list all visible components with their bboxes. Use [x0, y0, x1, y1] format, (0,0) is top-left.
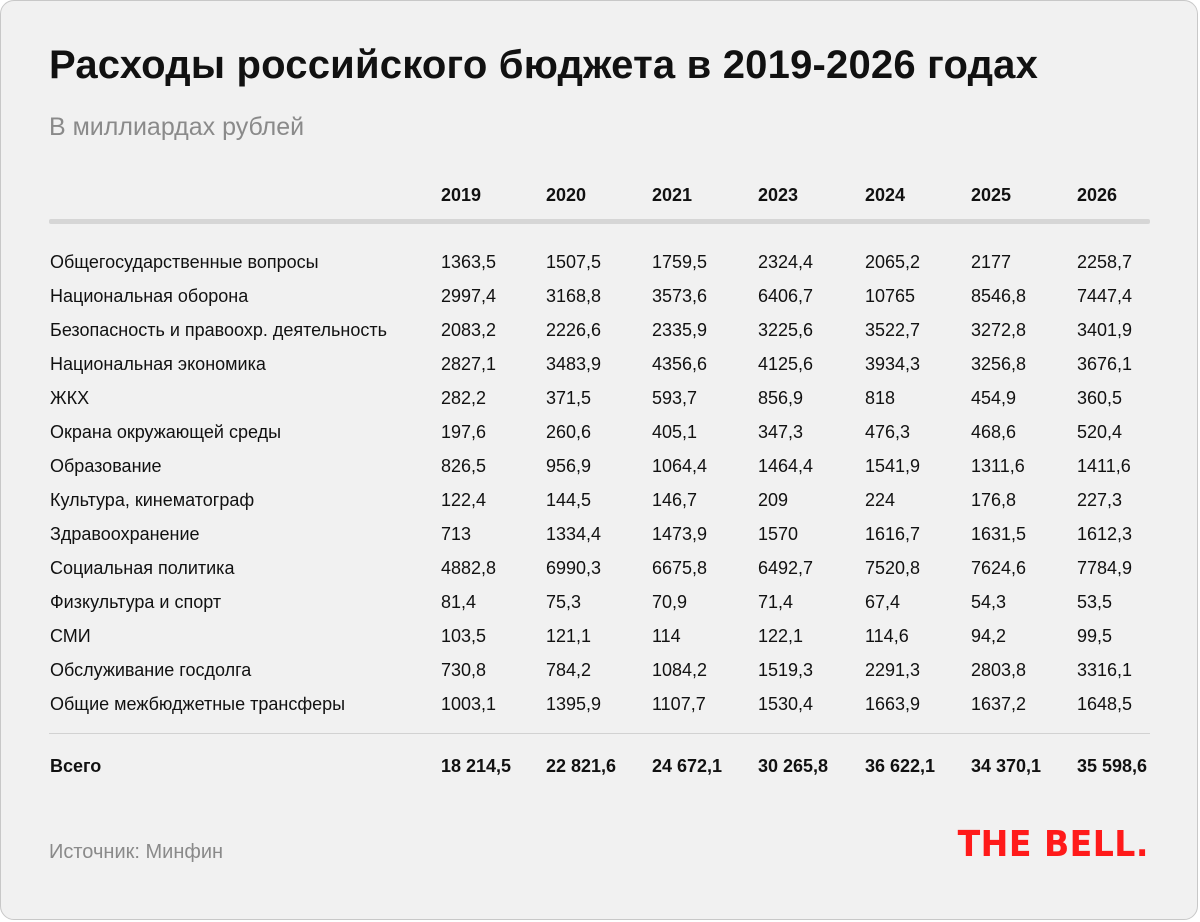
table-cell: 7624,6 — [971, 558, 1027, 578]
table-cell: 1759,5 — [652, 252, 708, 272]
table-cell: 99,5 — [1077, 626, 1113, 646]
table-cell: 593,7 — [652, 388, 698, 408]
table-cell: 1395,9 — [546, 694, 602, 714]
total-cell: 34 370,1 — [971, 756, 1042, 776]
table-cell: 114,6 — [865, 626, 909, 646]
table-cell: 1631,5 — [971, 524, 1027, 544]
row-label: Национальная оборона — [50, 286, 249, 306]
table-cell: 856,9 — [758, 388, 804, 408]
table-cell: 956,9 — [546, 456, 592, 476]
the-bell-logo: THE BELL. — [957, 824, 1149, 865]
table-cell: 4356,6 — [652, 354, 708, 374]
table-cell: 3168,8 — [546, 286, 602, 306]
table-cell: 7784,9 — [1077, 558, 1133, 578]
table-cell: 1541,9 — [865, 456, 921, 476]
table-cell: 476,3 — [865, 422, 911, 442]
table-cell: 3573,6 — [652, 286, 708, 306]
table-cell: 3401,9 — [1077, 320, 1133, 340]
table-cell: 1616,7 — [865, 524, 921, 544]
table-cell: 468,6 — [971, 422, 1017, 442]
table-cell: 2324,4 — [758, 252, 814, 272]
row-label: Физкультура и спорт — [50, 592, 222, 612]
budget-table — [1, 1, 1198, 920]
table-cell: 1464,4 — [758, 456, 814, 476]
table-cell: 1637,2 — [971, 694, 1027, 714]
row-label: Безопасность и правоохр. деятельность — [50, 320, 388, 340]
table-cell: 347,3 — [758, 422, 804, 442]
table-cell: 70,9 — [652, 592, 688, 612]
row-label: Национальная экономика — [50, 354, 266, 374]
row-label: Общегосударственные вопросы — [50, 252, 319, 272]
total-cell: 24 672,1 — [652, 756, 723, 776]
table-cell: 227,3 — [1077, 490, 1123, 510]
table-cell: 260,6 — [546, 422, 592, 442]
table-cell: 1570 — [758, 524, 799, 544]
row-label: Культура, кинематограф — [50, 490, 255, 510]
table-cell: 1084,2 — [652, 660, 708, 680]
table-cell: 2083,2 — [441, 320, 497, 340]
row-label: Социальная политика — [50, 558, 235, 578]
table-cell: 3272,8 — [971, 320, 1027, 340]
table-cell: 2291,3 — [865, 660, 921, 680]
total-row-label: Всего — [50, 756, 102, 776]
total-cell: 35 598,6 — [1077, 756, 1148, 776]
table-cell: 360,5 — [1077, 388, 1123, 408]
table-cell: 3676,1 — [1077, 354, 1133, 374]
table-cell: 3934,3 — [865, 354, 921, 374]
table-cell: 6492,7 — [758, 558, 814, 578]
table-cell: 1530,4 — [758, 694, 814, 714]
column-header-2024: 2024 — [865, 185, 906, 205]
table-cell: 53,5 — [1077, 592, 1113, 612]
table-cell: 3256,8 — [971, 354, 1027, 374]
chart-title: Расходы российского бюджета в 2019-2026 годах — [49, 43, 1039, 87]
table-cell: 282,2 — [441, 388, 487, 408]
table-cell: 1519,3 — [758, 660, 814, 680]
table-cell: 146,7 — [652, 490, 698, 510]
chart-subtitle: В миллиардах рублей — [49, 113, 305, 141]
table-cell: 2335,9 — [652, 320, 708, 340]
table-cell: 454,9 — [971, 388, 1017, 408]
table-cell: 71,4 — [758, 592, 794, 612]
table-cell: 67,4 — [865, 592, 901, 612]
table-cell: 818 — [865, 388, 896, 408]
row-label: Окрана окружающей среды — [50, 422, 282, 442]
table-cell: 713 — [441, 524, 472, 544]
table-cell: 209 — [758, 490, 789, 510]
table-cell: 1663,9 — [865, 694, 921, 714]
table-cell: 1411,6 — [1077, 456, 1131, 476]
table-cell: 144,5 — [546, 490, 592, 510]
table-cell: 784,2 — [546, 660, 592, 680]
column-header-2023: 2023 — [758, 185, 799, 205]
total-cell: 30 265,8 — [758, 756, 829, 776]
column-header-2026: 2026 — [1077, 185, 1118, 205]
table-cell: 520,4 — [1077, 422, 1123, 442]
table-cell: 826,5 — [441, 456, 487, 476]
table-cell: 2177 — [971, 252, 1012, 272]
total-cell: 18 214,5 — [441, 756, 512, 776]
table-cell: 2065,2 — [865, 252, 921, 272]
table-cell: 121,1 — [546, 626, 592, 646]
table-cell: 6406,7 — [758, 286, 814, 306]
table-cell: 81,4 — [441, 592, 477, 612]
table-cell: 3225,6 — [758, 320, 814, 340]
table-cell: 94,2 — [971, 626, 1007, 646]
table-cell: 10765 — [865, 286, 916, 306]
table-cell: 7520,8 — [865, 558, 921, 578]
table-cell: 1363,5 — [441, 252, 497, 272]
total-cell: 36 622,1 — [865, 756, 936, 776]
column-header-2021: 2021 — [652, 185, 693, 205]
column-header-2019: 2019 — [441, 185, 482, 205]
table-cell: 1648,5 — [1077, 694, 1133, 714]
table-cell: 1507,5 — [546, 252, 602, 272]
table-cell: 8546,8 — [971, 286, 1027, 306]
table-cell: 1612,3 — [1077, 524, 1133, 544]
table-cell: 6675,8 — [652, 558, 708, 578]
table-cell: 176,8 — [971, 490, 1017, 510]
table-cell: 122,4 — [441, 490, 487, 510]
table-cell: 197,6 — [441, 422, 487, 442]
table-cell: 54,3 — [971, 592, 1007, 612]
row-label: Образование — [50, 456, 162, 476]
table-cell: 1311,6 — [971, 456, 1025, 476]
table-cell: 75,3 — [546, 592, 582, 612]
table-cell: 2226,6 — [546, 320, 602, 340]
row-label: СМИ — [50, 626, 91, 646]
table-cell: 7447,4 — [1077, 286, 1133, 306]
table-cell: 2803,8 — [971, 660, 1027, 680]
table-cell: 1107,7 — [652, 694, 706, 714]
table-cell: 114 — [652, 626, 681, 646]
row-label: ЖКХ — [50, 388, 90, 408]
table-cell: 3316,1 — [1077, 660, 1133, 680]
table-cell: 3522,7 — [865, 320, 921, 340]
table-cell: 2827,1 — [441, 354, 497, 374]
row-label: Обслуживание госдолга — [50, 660, 252, 680]
table-cell: 1334,4 — [546, 524, 602, 544]
table-cell: 224 — [865, 490, 896, 510]
source-note: Источник: Минфин — [49, 841, 224, 863]
table-cell: 4882,8 — [441, 558, 497, 578]
total-cell: 22 821,6 — [546, 756, 617, 776]
table-cell: 4125,6 — [758, 354, 814, 374]
table-cell: 1064,4 — [652, 456, 708, 476]
table-cell: 2997,4 — [441, 286, 497, 306]
table-cell: 103,5 — [441, 626, 487, 646]
row-label: Здравоохранение — [50, 524, 200, 544]
table-cell: 1003,1 — [441, 694, 497, 714]
row-label: Общие межбюджетные трансферы — [50, 694, 346, 714]
table-cell: 730,8 — [441, 660, 487, 680]
table-cell: 122,1 — [758, 626, 804, 646]
column-header-2020: 2020 — [546, 185, 587, 205]
table-cell: 2258,7 — [1077, 252, 1133, 272]
table-cell: 3483,9 — [546, 354, 602, 374]
table-cell: 1473,9 — [652, 524, 708, 544]
table-cell: 6990,3 — [546, 558, 602, 578]
table-cell: 405,1 — [652, 422, 698, 442]
table-cell: 371,5 — [546, 388, 592, 408]
column-header-2025: 2025 — [971, 185, 1012, 205]
